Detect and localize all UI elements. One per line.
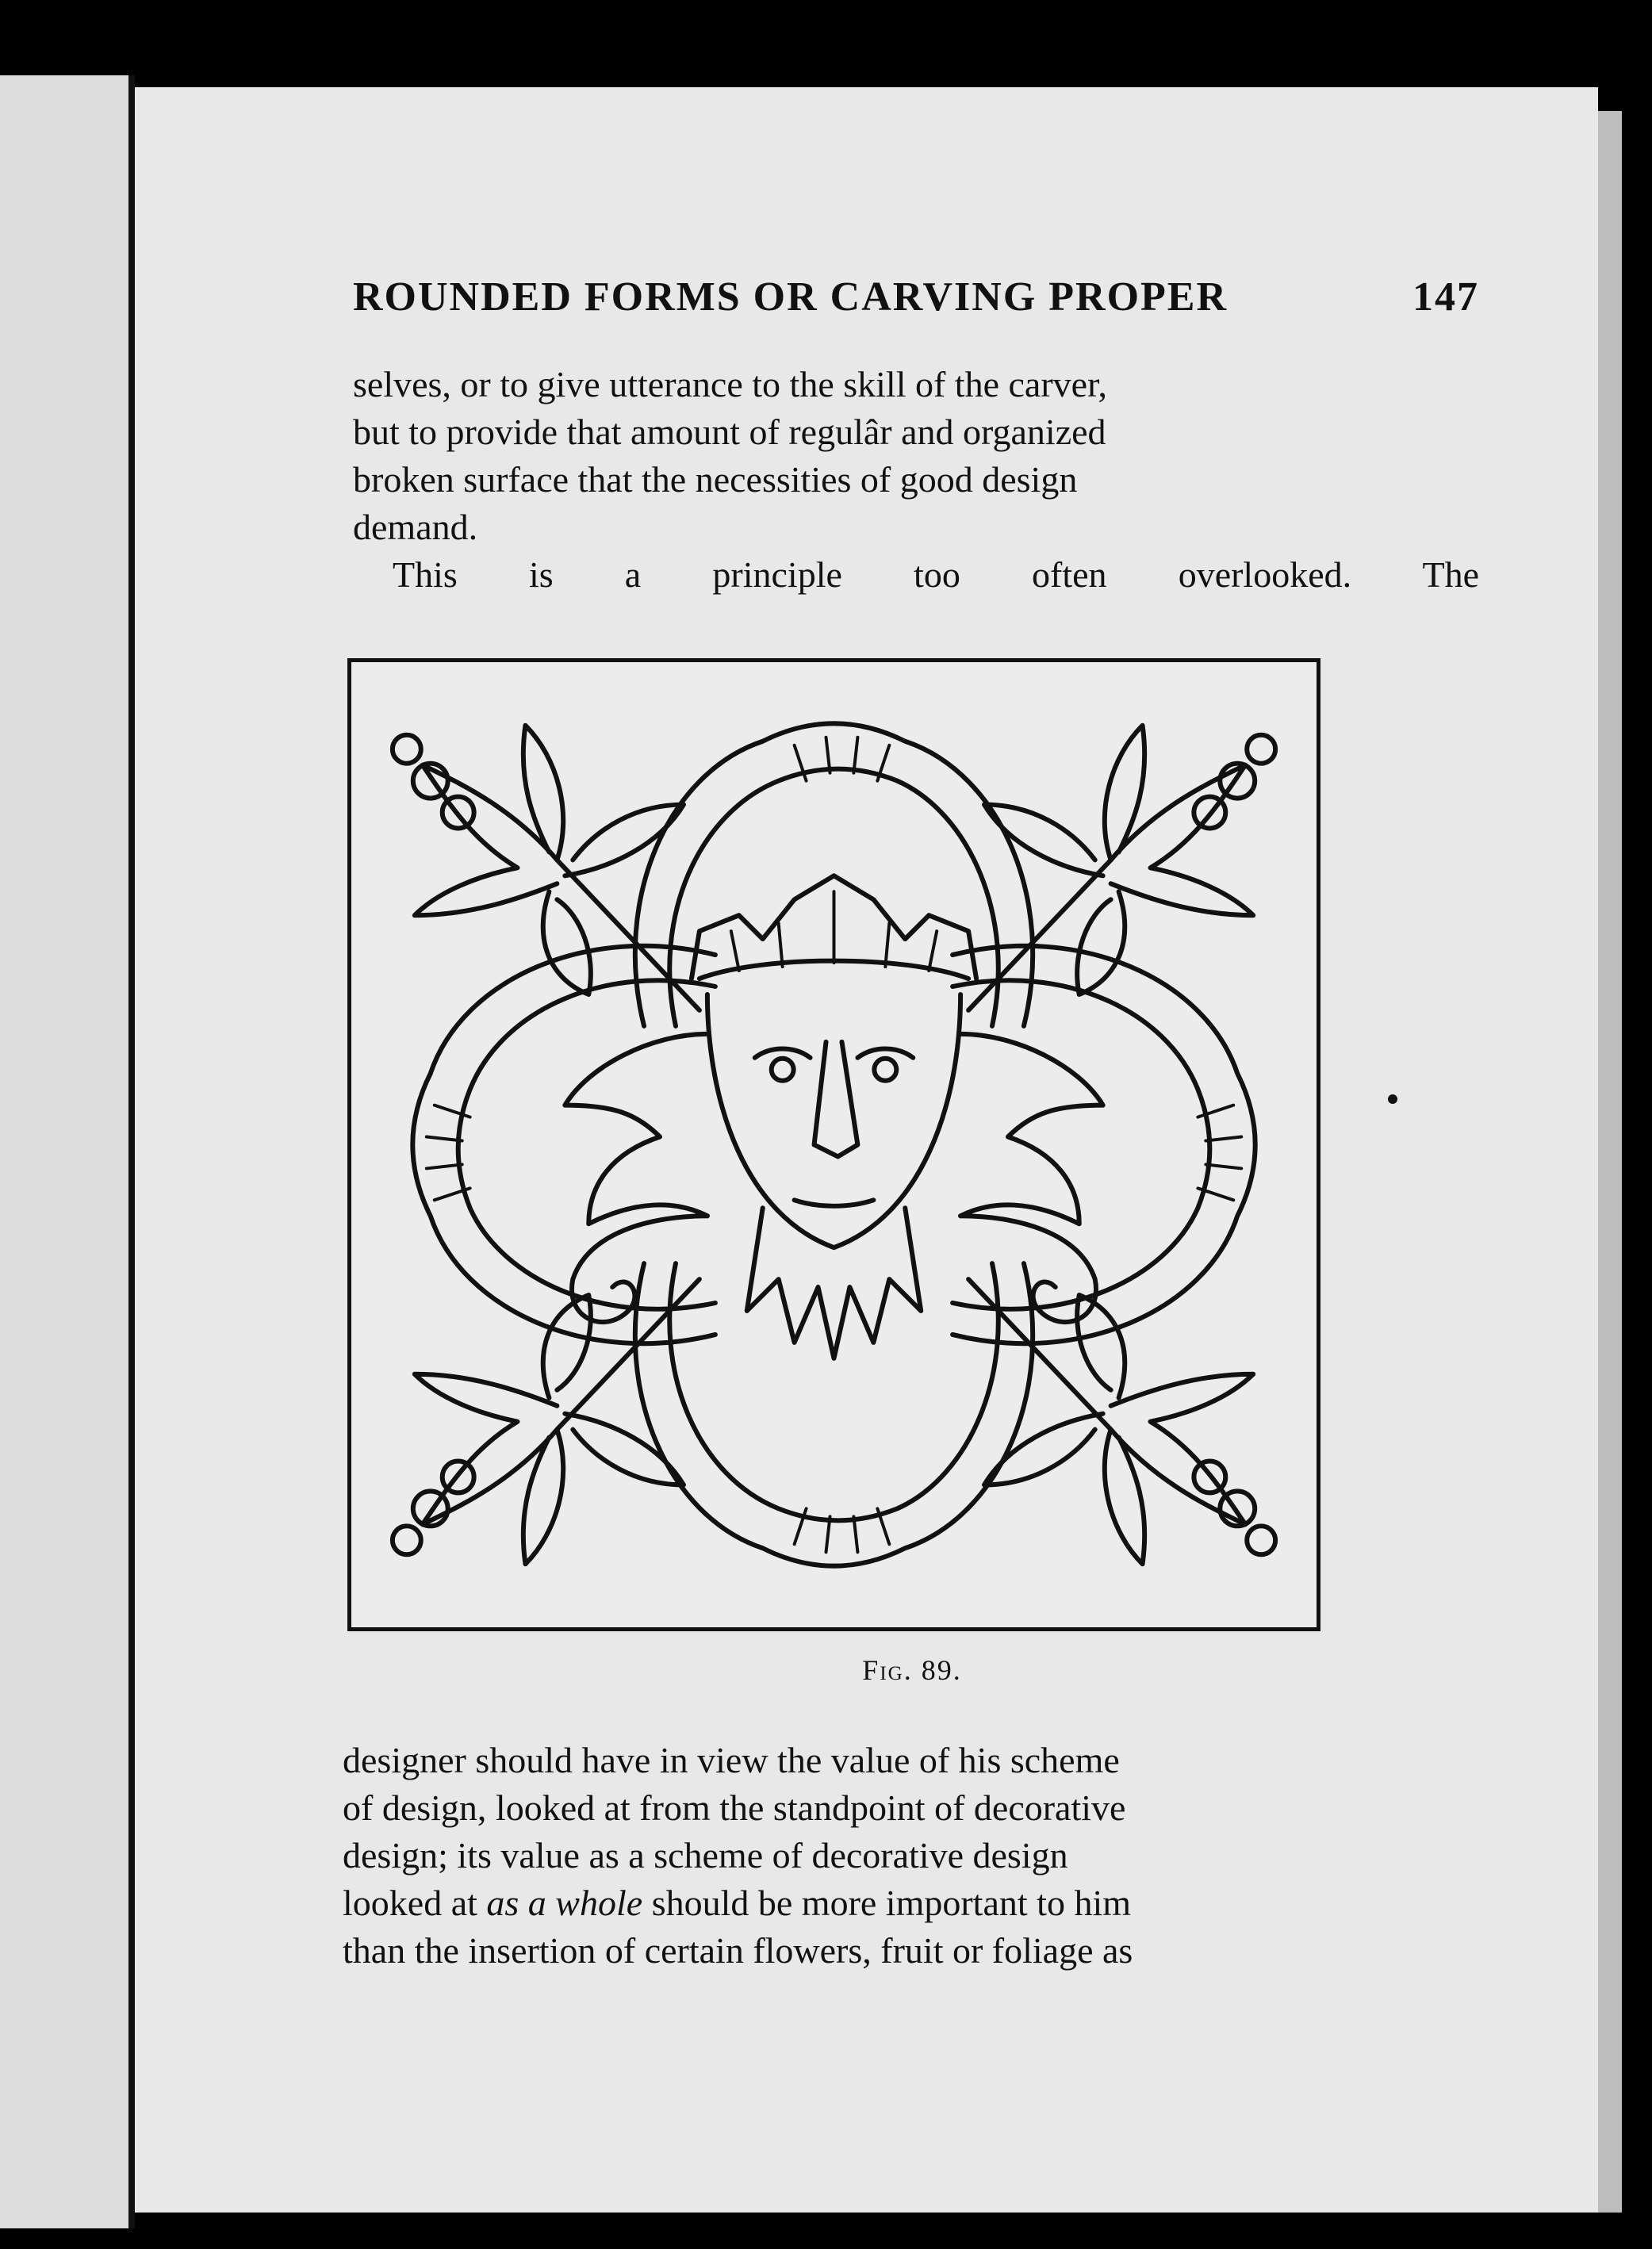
text-segment: looked at	[343, 1883, 487, 1923]
text-line: but to provide that amount of regulâr and organized	[353, 412, 1106, 452]
running-head	[353, 274, 1479, 320]
text-line: This is a principle too often overlooked. The	[393, 554, 1479, 595]
text-line-with-emphasis	[343, 1879, 1471, 1927]
text-line: demand.	[353, 507, 478, 547]
bottom-paragraph	[343, 1737, 1471, 1975]
facing-page-edge	[0, 75, 135, 2228]
page-speck	[1388, 1094, 1397, 1104]
text-line: of design, looked at from the standpoint of decorative	[343, 1787, 1126, 1828]
running-head-title: ROUNDED FORMS OR CARVING PROPER	[353, 274, 1228, 320]
text-line: design; its value as a scheme of decorative design	[343, 1835, 1068, 1875]
text-segment: should be more important to him	[642, 1883, 1131, 1923]
figure-caption-text: Fig. 89.	[862, 1654, 962, 1686]
text-line: designer should have in view the value of his scheme	[343, 1740, 1120, 1780]
book-page	[135, 87, 1598, 2213]
text-line: than the insertion of certain flowers, fruit or foliage as	[343, 1930, 1133, 1971]
text-line: selves, or to give utterance to the skill of the carver,	[353, 364, 1108, 404]
second-paragraph-opening	[393, 551, 1479, 599]
page-number: 147	[1412, 274, 1479, 320]
figure-illustration	[347, 658, 1320, 1631]
text-line: broken surface that the necessities of good design	[353, 459, 1078, 500]
green-man-carving-illustration	[351, 662, 1317, 1627]
emphasized-phrase: as a whole	[486, 1883, 643, 1923]
top-paragraph	[353, 361, 1479, 551]
figure-caption	[270, 1653, 1554, 1687]
page-edge-right	[1598, 111, 1622, 2213]
